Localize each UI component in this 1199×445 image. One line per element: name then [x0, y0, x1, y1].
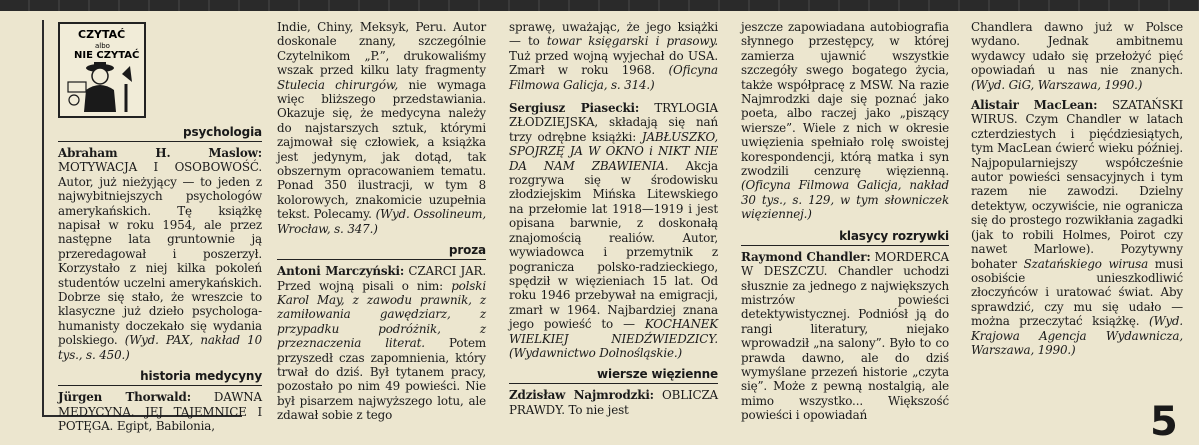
text-marczynski-2: Potem przyszedł czas zapomnienia, który trwał do dziś. Był tytanem pracy, pozostało po nim 49 powieści. Nie był pisarzem najwyższego lotu, ale zdawał sobie z tego — [277, 336, 486, 423]
text-maclean-2: musi osobiście unieszkodliwić złoczyńców i uratować świat. Aby sprawdzić, czy mu się udało — można przeczytać książkę. — [971, 256, 1183, 329]
column-1 — [58, 118, 262, 433]
page-number: 5 — [1150, 399, 1178, 445]
top-border — [0, 0, 1199, 11]
author-maslow: Abraham H. Maslow: — [58, 146, 262, 160]
article-maclean — [971, 98, 1183, 357]
pub-maslow: (Wyd. PAX, nakład 10 tys., s. 450.) — [58, 333, 262, 362]
text-najmrodzki: To nie jest — [568, 402, 629, 417]
article-thorwald-cont — [277, 20, 486, 236]
section-header-wiersze: wiersze więzienne — [509, 367, 718, 384]
pub-thorwald: (Wyd. Ossolineum, Wrocław, s. 347.) — [277, 207, 486, 236]
title-marczynski: CZARCI JAR. — [408, 264, 486, 279]
article-marczynski — [277, 264, 486, 422]
article-najmrodzki — [509, 388, 718, 417]
author-marczynski: Antoni Marczyński: — [277, 264, 405, 279]
article-piasecki — [509, 101, 718, 360]
text-thorwald-cont2: nie wymaga więc bliższego przedstawiania. Okazuje się, że medycyna należy do najstarszych sztuk, którymi zajmował się człowiek, a książka jest jedynym, jak dotąd, tak obszernym opracowaniem tematu. Ponad 350 ilustracji, w tym 8 kolorowych, znakomicie uzupełnia tekst. Polecamy. — [277, 77, 486, 222]
text-maclean: Czym Chandler w latach czterdziestych i pięćdziesiątych, tym MacLean ćwierć wieku później. Najpopularniejszy współcześnie autor powieści sensacyjnych i tym razem nie zawodzi. Dzielny detektyw, oczywiście, nie ogranicza się do prostego rozwikłania zagadki (jak to robili Holmes, Poirot czy nawet Marlowe). Pozytywny bohater — [971, 112, 1183, 271]
text-thorwald: Egipt, Babilonia, — [116, 418, 215, 433]
author-piasecki: Sergiusz Piasecki: — [509, 101, 640, 116]
text-marczynski-cont2: Tuż przed wojną wyjechał do USA. Zmarł w roku 1968. — [509, 48, 718, 78]
book-piasecki-2: KOCHANEK WIELKIEJ NIEDŹWIEDZICY. — [509, 317, 718, 346]
quote-marczynski-2: towar księgarski i prasowy. — [546, 34, 718, 49]
text-chandler: Chandler uchodzi słusznie za jednego z największych mistrzów powieści detektywistycznej. Podniósł ją do rangi literatury, niejako wprowadził „na salony”. Było to co prawda dawno, ale do dziś wymyślane przezeń historie „czyta się”. Może z pewną nostalgią, ale mimo wszystko... Większość powieści i opowiadań — [741, 264, 949, 423]
logo-line3: NIE CZYTAĆ — [74, 50, 140, 61]
title-maclean: SZATAŃSKI WIRUS. — [971, 98, 1183, 127]
column-5 — [971, 20, 1183, 357]
section-header-klasycy: klasycy rozrywki — [741, 229, 949, 246]
author-thorwald: Jürgen Thorwald: — [58, 390, 191, 405]
pub-chandler: (Wyd. GiG, Warszawa, 1990.) — [971, 77, 1143, 92]
reader-illustration-icon — [60, 24, 144, 116]
column-3 — [509, 20, 718, 417]
logo-line2: albo — [95, 42, 110, 50]
title-najmrodzki: OBLICZA PRAWDY. — [509, 388, 718, 417]
quote-marczynski: polski Karol May, z zawodu prawnik, z zamiłowania gawędziarz, z przypadku podróżnik, z przeznaczenia literat. — [277, 278, 486, 351]
pub-marczynski: (Oficyna Filmowa Galicja, s. 314.) — [509, 63, 718, 92]
text-thorwald-cont: Indie, Chiny, Meksyk, Peru. Autor doskonale znany, szczególnie Czytelnikom „P.”, drukowaliśmy wszak przed kilku laty fragmenty — [277, 20, 486, 78]
logo-line1: CZYTAĆ — [78, 28, 126, 41]
czytac-albo-nie-czytac-logo — [58, 22, 146, 118]
pub-maclean: (Wyd. Krajowa Agencja Wydawnicza, Warszawa, 1990.) — [971, 314, 1183, 357]
text-chandler-cont: Chandlera dawno już w Polsce wydano. Jednak ambitnemu wydawcy udało się przełożyć pięć opowiadań u nas nie znanych. — [971, 20, 1183, 78]
text-marczynski-1: Przed wojną pisali o nim: — [277, 278, 444, 293]
article-marczynski-cont — [509, 20, 718, 92]
column-4 — [741, 20, 949, 423]
section-header-proza: proza — [277, 243, 486, 260]
section-header-historia: historia medycyny — [58, 369, 262, 386]
left-frame-line — [42, 20, 44, 415]
books-piasecki: JABŁUSZKO, SPOJRZĘ JA W OKNO i NIKT NIE DA NAM ZBAWIENIA. — [509, 129, 718, 173]
title-chandler: MORDERCA W DESZCZU. — [741, 249, 949, 279]
title-thorwald: DAWNA MEDYCYNA. JEJ TAJEMNICE I POTĘGA. — [58, 390, 262, 433]
article-chandler — [741, 250, 949, 423]
text-piasecki-2: Akcja rozgrywa się w środowisku złodziejskim Mińska Litewskiego na przełomie lat 1918—1919 i jest opisana barwnie, z doskonałą znajomością realiów. Autor, wywiadowca i przemytnik z pogranicza polsko-radzieckiego, spędził w więzieniach 15 lat. Od roku 1946 przebywał na emigracji, zmarł w 1964. Najbardziej znana jego powieść to — — [509, 158, 718, 332]
text-najmrodzki-cont: jeszcze zapowiadana autobiografia słynnego przestępcy, w której zamierza ujawnić wszystkie szczegóły swego bogatego życia, także współpracę z MSW. Na razie Najmrodzki daje się poznać jako poeta, albo raczej jako „piszący wiersze”. Wiele z nich w okresie uwięzienia spełniało rolę swoistej korespondencji, którą matka i syn zwodzili cenzurę więzienną. — [741, 20, 949, 179]
text-marczynski-cont: sprawę, uważając, że jego książki — to — [509, 20, 718, 49]
column-2 — [277, 20, 486, 423]
article-najmrodzki-cont — [741, 20, 949, 222]
text-piasecki-1: składają się nań trzy odrębne książki: — [509, 115, 718, 144]
pub-piasecki: (Wydawnictwo Dolnośląskie.) — [509, 345, 683, 360]
article-maslow — [58, 146, 262, 362]
article-chandler-cont — [971, 20, 1183, 92]
title-piasecki: TRYLOGIA ZŁODZIEJSKA, — [509, 101, 718, 130]
article-thorwald — [58, 390, 262, 433]
section-header-psychologia: psychologia — [58, 125, 262, 142]
pub-najmrodzki: (Oficyna Filmowa Galicja, nakład 30 tys., s. 129, w tym słowniczek więziennej.) — [741, 178, 949, 222]
text-maslow: Autor, już nieżyjący — to jeden z najwybitniejszych psychologów amerykańskich. Tę książkę napisał w roku 1954, ale przez następne lata gruntownie ją przeredagował i poszerzył. Korzystało z niej kilka pokoleń studentów uczelni amerykańskich. Dobrze się stało, że wreszcie to klasyczne już dzieło psychologa-humanisty doczekało się wydania polskiego. — [58, 174, 262, 348]
ref-stulecia: Stulecia chirurgów, — [277, 77, 399, 92]
title-maslow: MOTYWACJA I OSOBOWOŚĆ. — [58, 160, 262, 175]
ref-szatanski: Szatańskiego wirusa — [1023, 256, 1149, 271]
author-chandler: Raymond Chandler: — [741, 249, 871, 264]
author-maclean: Alistair MacLean: — [971, 98, 1098, 113]
author-najmrodzki: Zdzisław Najmrodzki: — [509, 388, 654, 403]
